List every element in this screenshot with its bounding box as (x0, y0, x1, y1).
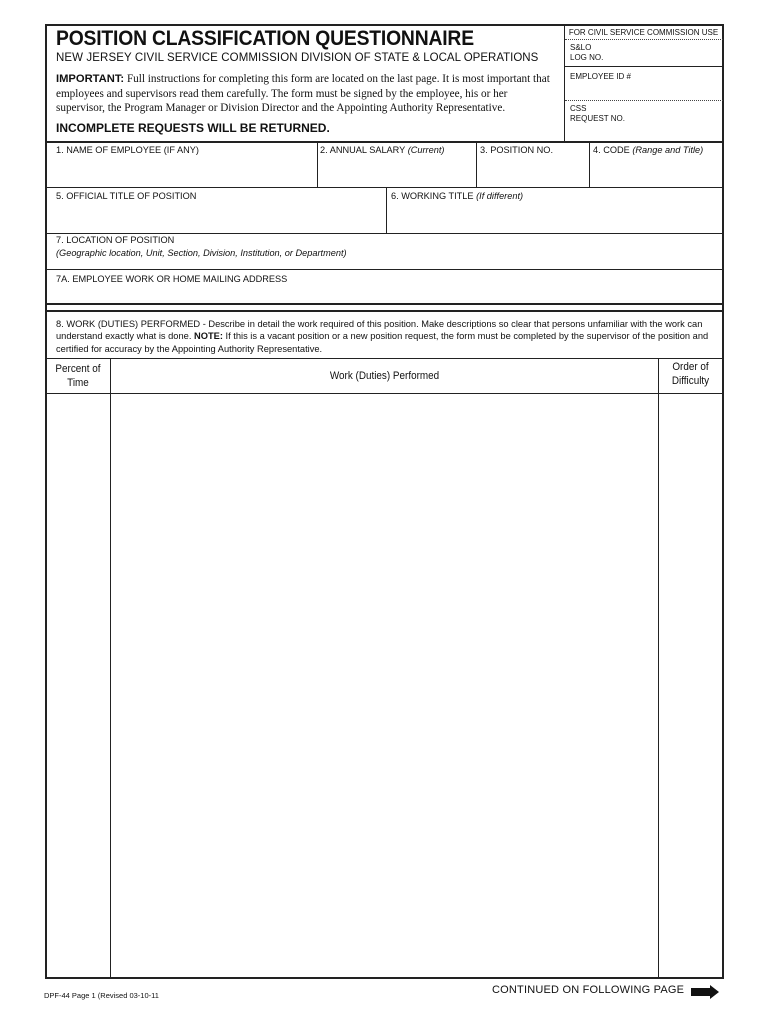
employee-name-field[interactable] (50, 160, 313, 185)
slo-log-label: S&LO LOG NO. (570, 43, 604, 62)
division-name: DIVISION OF STATE & LOCAL OPERATIONS (301, 52, 539, 64)
important-notice (56, 72, 556, 116)
order-difficulty-area[interactable] (661, 396, 721, 976)
arrow-right-icon (690, 985, 720, 999)
row1-divider-3 (589, 142, 590, 187)
col-percent-time: Percent of Time (55, 363, 101, 389)
mailing-address-label: 7A. EMPLOYEE WORK OR HOME MAILING ADDRESS (56, 274, 288, 284)
official-title-field[interactable] (50, 205, 383, 230)
row1-top-border (45, 141, 724, 143)
important-label: IMPORTANT: (56, 73, 125, 85)
continued-notice: CONTINUED ON FOLLOWING PAGE (492, 984, 685, 996)
commission-box-divider (564, 25, 565, 142)
important-text: Full instructions for completing this form are located on the last page. It is most important that employees and supervisors read them carefully. The form must be signed by the employee, his or her supervisor, the Program Manager or Division Director and the Appointing Authority Representative. (56, 73, 550, 115)
row2-divider (386, 188, 387, 233)
working-title-label: 6. WORKING TITLE (If different) (391, 191, 524, 201)
duties-text-area[interactable] (113, 396, 656, 976)
form-id: DPF-44 Page 1 (Revised 03-10-11 (44, 991, 159, 1000)
row1-divider-1 (317, 142, 318, 187)
section8-instructions: 8. WORK (DUTIES) PERFORMED - Describe in detail the work required of this position. Make descriptions so clear that persons unfamiliar with the work can understand exactly what is done. NOTE: If this is a vacant position or a new position request, the form must be completed by the supervisor of the position and certified for accuracy by the Appointing Authority Representative. (56, 319, 709, 354)
row4-top-border (45, 269, 724, 270)
position-no-field[interactable] (480, 160, 585, 185)
duties-col-divider-1 (110, 359, 111, 978)
annual-salary-label: 2. ANNUAL SALARY (Current) (320, 145, 445, 155)
percent-time-area[interactable] (48, 396, 108, 976)
agency-name: NEW JERSEY CIVIL SERVICE COMMISSION (56, 52, 298, 64)
commission-rule (565, 66, 723, 67)
official-title-label: 5. OFFICIAL TITLE OF POSITION (56, 191, 197, 201)
commission-use-heading: FOR CIVIL SERVICE COMMISSION USE (568, 28, 719, 37)
form-title: POSITION CLASSIFICATION QUESTIONNAIRE (56, 27, 474, 50)
row2-top-border (45, 187, 724, 188)
location-hint: (Geographic location, Unit, Section, Division, Institution, or Department) (56, 248, 347, 258)
commission-dotted-rule (565, 39, 723, 40)
annual-salary-field[interactable] (320, 160, 475, 185)
row1-divider-2 (476, 142, 477, 187)
col-work-performed: Work (Duties) Performed (329, 370, 440, 382)
location-label: 7. LOCATION OF POSITION (56, 235, 175, 245)
commission-dotted-rule-2 (565, 100, 723, 101)
code-label: 4. CODE (Range and Title) (593, 145, 704, 155)
mailing-address-field[interactable] (50, 287, 718, 303)
position-no-label: 3. POSITION NO. (480, 145, 554, 155)
col-order-difficulty: Order of Difficulty (671, 361, 710, 387)
css-request-label: CSS REQUEST NO. (570, 104, 625, 123)
code-field[interactable] (593, 160, 718, 185)
location-field[interactable] (390, 237, 718, 265)
duties-col-divider-2 (658, 359, 659, 978)
duties-header-bottom (45, 393, 724, 394)
duties-header-top (45, 358, 724, 359)
employee-id-label: EMPLOYEE ID # (570, 72, 631, 81)
row3-top-border (45, 233, 724, 234)
section8-top-border-a (45, 303, 724, 305)
section8-top-border-b (45, 310, 724, 312)
working-title-field[interactable] (391, 205, 718, 230)
note-label: NOTE: (194, 331, 223, 342)
employee-name-label: 1. NAME OF EMPLOYEE (IF ANY) (56, 145, 199, 155)
incomplete-warning: INCOMPLETE REQUESTS WILL BE RETURNED. (56, 121, 330, 135)
